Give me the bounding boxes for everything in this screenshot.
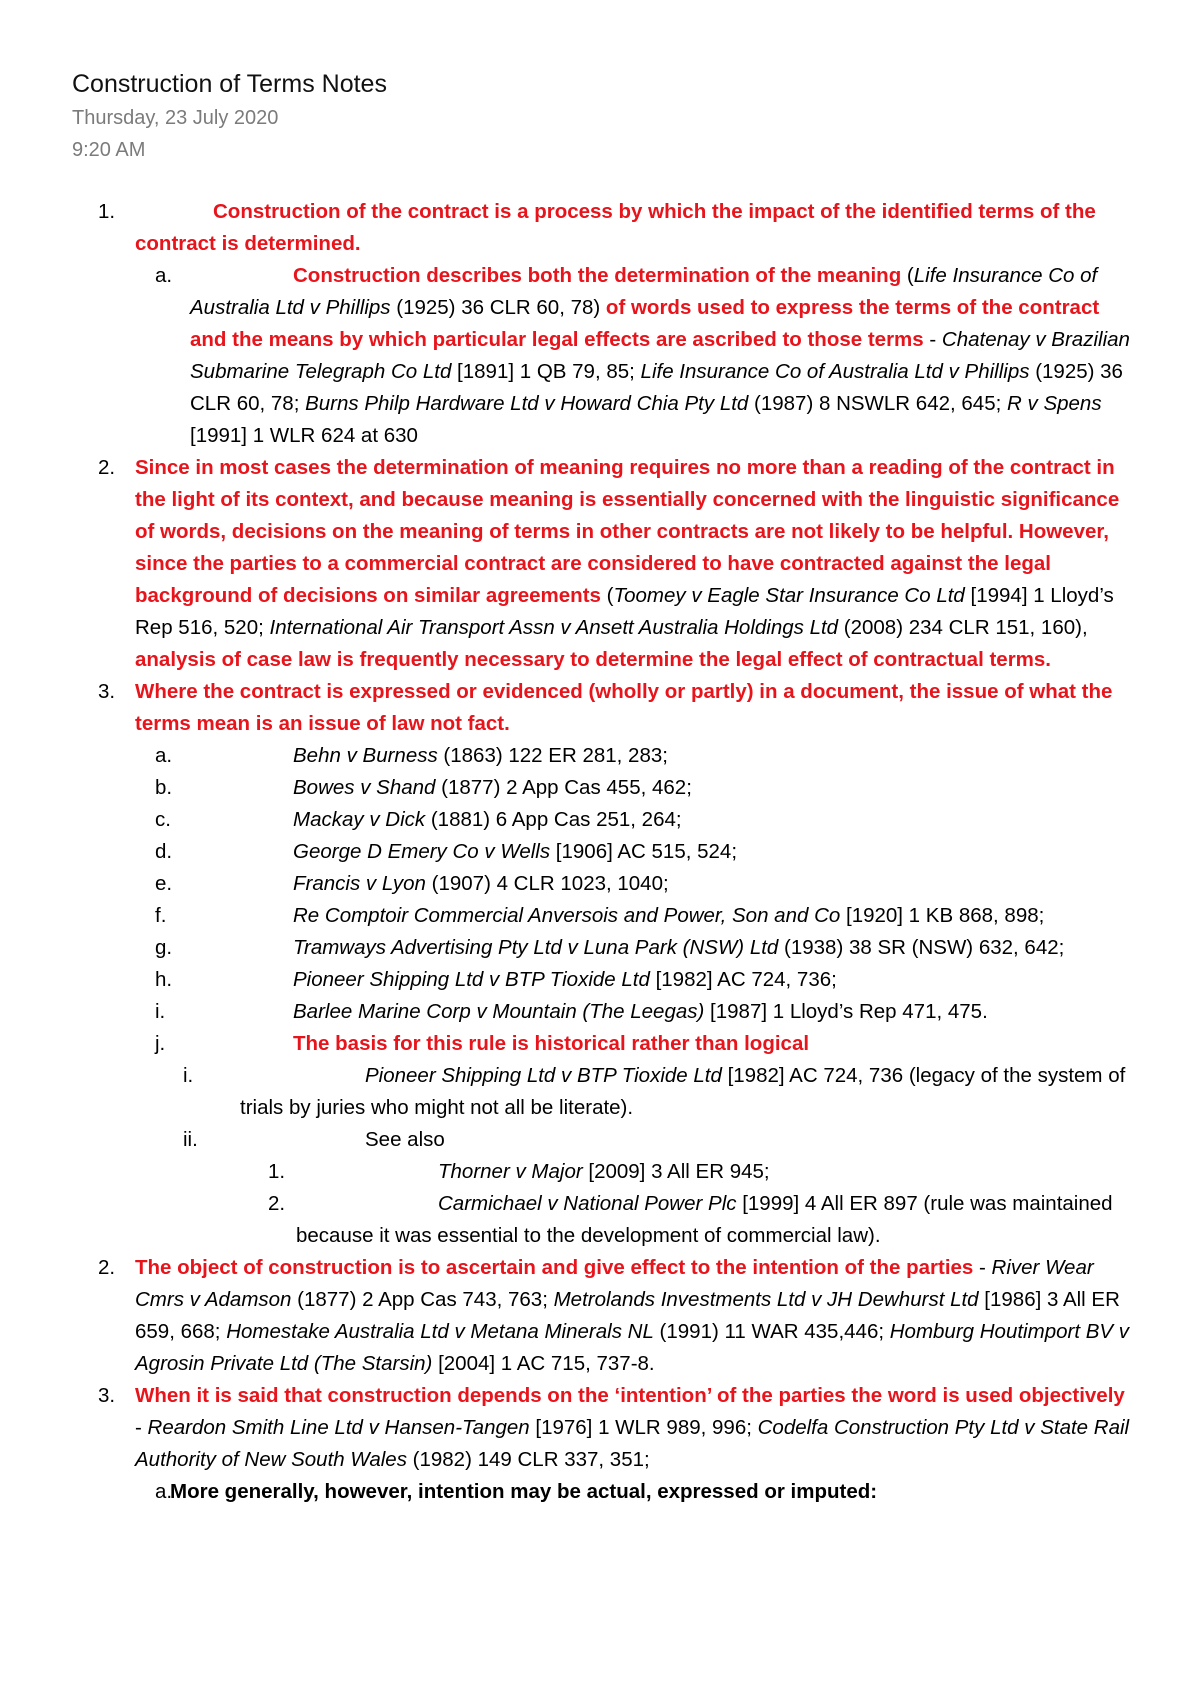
case-name: Homburg Houtimport BV v Agrosin Private Ltd (The Starsin) <box>135 1320 1130 1375</box>
text-run: ( <box>901 264 914 287</box>
text-run: [1986] 3 All ER 659, 668; <box>135 1288 1120 1343</box>
list-text <box>190 868 1136 900</box>
case-name: Thorner v Major <box>438 1160 583 1183</box>
text-run: (1925) 36 CLR 60, 78) <box>390 296 601 319</box>
case-name: Behn v Burness <box>293 744 438 767</box>
text-run: [1891] 1 QB 79, 85; <box>451 360 641 383</box>
list-marker: g. <box>155 936 173 959</box>
text-run: (2008) 234 CLR 151, 160), <box>838 616 1088 639</box>
case-name: Homestake Australia Ltd v Metana Minerals NL <box>226 1320 654 1343</box>
text-run: analysis of case law is frequently necessary to determine the legal effect of contractual terms. <box>135 648 1052 671</box>
list-marker: e. <box>155 872 173 895</box>
citation: (1938) 38 SR (NSW) 632, 642; <box>778 936 1065 959</box>
case-name: Pioneer Shipping Ltd v BTP Tioxide Ltd <box>293 968 650 991</box>
list-marker: a. <box>155 1480 173 1503</box>
list-item <box>0 196 1200 260</box>
note-date: Thursday, 23 July 2020 <box>72 107 279 129</box>
text-run: The object of construction is to ascertain and give effect to the intention of the parties <box>135 1256 974 1279</box>
text-run: [1976] 1 WLR 989, 996; <box>529 1416 758 1439</box>
list-marker: 2. <box>98 456 116 479</box>
text-run: Construction describes both the determination of the meaning <box>293 264 902 287</box>
list-text <box>135 1380 1136 1476</box>
note-time: 9:20 AM <box>72 139 146 161</box>
citation: (1863) 122 ER 281, 283; <box>437 744 668 767</box>
list-text: Construction of the contract is a process by which the impact of the identified terms of the contract is determined. <box>135 200 1096 255</box>
list-marker: f. <box>155 904 167 927</box>
list-marker: h. <box>155 968 173 991</box>
case-name: Chatenay v Brazilian Submarine Telegraph Co Ltd <box>190 328 1130 383</box>
citation: (1907) 4 CLR 1023, 1040; <box>425 872 669 895</box>
list-marker: 2. <box>98 1256 116 1279</box>
citation: (1881) 6 App Cas 251, 264; <box>425 808 682 831</box>
list-item <box>0 836 1200 868</box>
case-name: Toomey v Eagle Star Insurance Co Ltd <box>613 584 965 607</box>
case-name: Mackay v Dick <box>293 808 426 831</box>
list-marker: i. <box>155 1000 166 1023</box>
citation: [1982] AC 724, 736 (legacy of the system of trials by juries who might not all be literate). <box>240 1064 1126 1119</box>
citation: [1920] 1 KB 868, 898; <box>840 904 1045 927</box>
list-text <box>190 964 1136 996</box>
list-item <box>0 772 1200 804</box>
text-run: When it is said that construction depends on the ‘intention’ of the parties the word is used objectively <box>135 1384 1125 1407</box>
list-marker: 1. <box>98 200 116 223</box>
text-run: Since in most cases the determination of meaning requires no more than a reading of the contract in the light of its context, and because meaning is essentially concerned with the linguistic significance of words, decisions on the meaning of terms in other contracts are not likely to be helpful. However, since the parties to a commercial contract are considered to have contracted against the legal background of decisions on similar agreements <box>135 456 1120 607</box>
list-text: See also <box>365 1128 445 1151</box>
note-body <box>0 196 1200 1508</box>
case-name: George D Emery Co v Wells <box>293 840 551 863</box>
list-item <box>0 1124 1200 1156</box>
list-item <box>0 452 1200 676</box>
list-item <box>0 1188 1200 1252</box>
list-marker: i. <box>183 1064 194 1087</box>
text-run: [1994] 1 Lloyd’s Rep 516, 520; <box>135 584 1114 639</box>
list-marker: ii. <box>183 1128 198 1151</box>
list-item <box>0 740 1200 772</box>
list-text <box>190 996 1136 1028</box>
text-run: of words used to express the terms of the contract and the means by which particular legal effects are ascribed to those terms <box>190 296 1100 351</box>
citation: (1877) 2 App Cas 455, 462; <box>435 776 692 799</box>
list-marker: c. <box>155 808 171 831</box>
list-text: Where the contract is expressed or evidenced (wholly or partly) in a document, the issue of what the terms mean is an issue of law not fact. <box>135 680 1113 735</box>
list-marker: a. <box>155 744 173 767</box>
text-run: (1925) 36 CLR 60, 78; <box>190 360 1123 415</box>
case-name: R v Spens <box>1007 392 1102 415</box>
case-name: Life Insurance Co of Australia Ltd v Phillips <box>190 264 1098 319</box>
case-name: Reardon Smith Line Ltd v Hansen-Tangen <box>147 1416 530 1439</box>
list-text: The basis for this rule is historical rather than logical <box>293 1032 810 1055</box>
list-marker: b. <box>155 776 173 799</box>
text-run: - <box>135 1416 148 1439</box>
text-run: - <box>923 328 942 351</box>
list-item <box>0 868 1200 900</box>
list-item <box>0 1028 1200 1060</box>
citation: [1982] AC 724, 736; <box>649 968 837 991</box>
list-item <box>0 1476 1200 1508</box>
case-name: Re Comptoir Commercial Anversois and Power, Son and Co <box>293 904 841 927</box>
citation: [2009] 3 All ER 945; <box>582 1160 770 1183</box>
text-run: ( <box>600 584 614 607</box>
list-item <box>0 1156 1200 1188</box>
list-text <box>190 900 1136 932</box>
list-text <box>190 260 1136 452</box>
list-text <box>296 1156 1136 1188</box>
case-name: Bowes v Shand <box>293 776 436 799</box>
text-run: - <box>973 1256 992 1279</box>
case-name: Barlee Marine Corp v Mountain (The Leegas) <box>293 1000 705 1023</box>
list-text <box>296 1188 1136 1252</box>
case-name: Metrolands Investments Ltd v JH Dewhurst Ltd <box>553 1288 979 1311</box>
list-item <box>0 1060 1200 1124</box>
case-name: Codelfa Construction Pty Ltd v State Rail Authority of New South Wales <box>135 1416 1130 1471</box>
list-marker: j. <box>155 1032 166 1055</box>
case-name: Carmichael v National Power Plc <box>438 1192 737 1215</box>
text-run: [1991] 1 WLR 624 at 630 <box>190 424 418 447</box>
list-marker: 2. <box>268 1192 286 1215</box>
list-text <box>190 804 1136 836</box>
case-name: Burns Philp Hardware Ltd v Howard Chia Pty Ltd <box>305 392 749 415</box>
list-marker: 3. <box>98 680 116 703</box>
text-run: (1877) 2 App Cas 743, 763; <box>291 1288 554 1311</box>
page-title: Construction of Terms Notes <box>72 70 387 98</box>
list-text <box>190 932 1136 964</box>
list-text: More generally, however, intention may be actual, expressed or imputed: <box>170 1480 878 1503</box>
list-item <box>0 804 1200 836</box>
case-name: Francis v Lyon <box>293 872 426 895</box>
citation: [1999] 4 All ER 897 (rule was maintained because it was essential to the development of commercial law). <box>296 1192 1113 1247</box>
list-item <box>0 1252 1200 1380</box>
case-name: Life Insurance Co of Australia Ltd v Phillips <box>640 360 1030 383</box>
text-run: (1987) 8 NSWLR 642, 645; <box>748 392 1007 415</box>
list-item <box>0 964 1200 996</box>
text-run: (1982) 149 CLR 337, 351; <box>406 1448 650 1471</box>
list-text <box>240 1060 1136 1124</box>
list-item <box>0 900 1200 932</box>
list-item <box>0 676 1200 740</box>
case-name: International Air Transport Assn v Ansett Australia Holdings Ltd <box>269 616 839 639</box>
case-name: River Wear Cmrs v Adamson <box>135 1256 1094 1311</box>
case-name: Pioneer Shipping Ltd v BTP Tioxide Ltd <box>365 1064 722 1087</box>
text-run: [2004] 1 AC 715, 737-8. <box>432 1352 655 1375</box>
list-item <box>0 260 1200 452</box>
list-marker: a. <box>155 264 173 287</box>
list-item <box>0 1380 1200 1476</box>
list-item <box>0 996 1200 1028</box>
list-text <box>190 772 1136 804</box>
list-text <box>190 836 1136 868</box>
list-marker: 3. <box>98 1384 116 1407</box>
case-name: Tramways Advertising Pty Ltd v Luna Park (NSW) Ltd <box>293 936 779 959</box>
list-marker: 1. <box>268 1160 286 1183</box>
list-text <box>190 740 1136 772</box>
text-run: (1991) 11 WAR 435,446; <box>653 1320 890 1343</box>
list-text <box>135 1252 1136 1380</box>
list-marker: d. <box>155 840 173 863</box>
list-item <box>0 932 1200 964</box>
citation: [1987] 1 Lloyd’s Rep 471, 475. <box>704 1000 988 1023</box>
citation: [1906] AC 515, 524; <box>550 840 738 863</box>
list-text <box>135 452 1136 676</box>
